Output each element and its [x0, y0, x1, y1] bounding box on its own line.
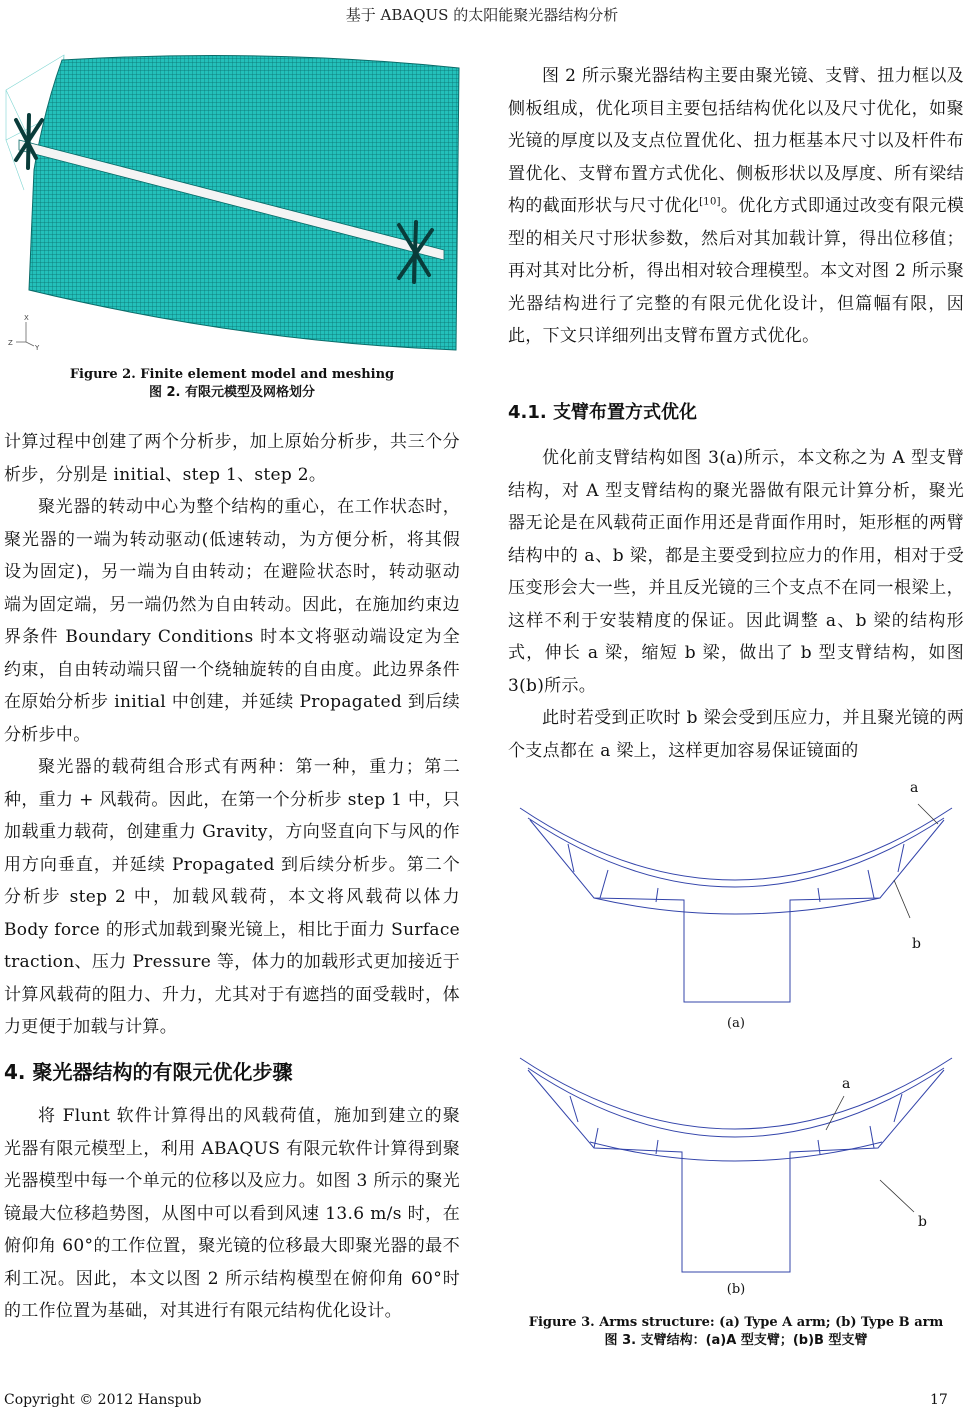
- section-4-1: [508, 398, 964, 424]
- footer-page-number: 17: [930, 1392, 948, 1408]
- figure-2-caption-en: Figure 2. Finite element model and meshing: [69, 367, 395, 382]
- label-b: b: [918, 1214, 927, 1230]
- running-header: 基于 ABAQUS 的太阳能聚光器结构分析: [345, 6, 619, 24]
- section-4-body: [4, 1100, 460, 1328]
- axis-y-label: Y: [35, 344, 40, 352]
- figure-2-caption-zh: 图 2. 有限元模型及网格划分: [148, 385, 316, 400]
- section-4: [4, 1056, 460, 1085]
- figure-3a-diagram: [508, 780, 964, 1020]
- intro-text-a: 图 2 所示聚光器结构主要由聚光镜、支臂、扭力框以及侧板组成，优化项目主要包括结构优化以及尺寸优化，如聚光镜的厚度以及支点位置优化、扭力框基本尺寸以及杆件布置优化、支臂布置方式优化、侧板形状以及厚度、所有梁结构的截面形状与尺寸优化: [508, 66, 964, 216]
- figure-3-caption-en: Figure 3. Arms structure: (a) Type A arm; (b) Type B arm: [528, 1315, 944, 1330]
- section-4-1-body: [508, 442, 964, 767]
- figure-2-mesh-image: [4, 50, 460, 360]
- paragraph: 聚光器的载荷组合形式有两种：第一种，重力；第二种，重力 + 风载荷。因此，在第一个分析步 step 1 中，只加载重力载荷，创建重力 Gravity，方向竖直向下与风的作用方向垂直，并延续 Propagated 到后续分析步。第二个分析步 step 2 中，加载风载荷，本文将风载荷以体力 Body force 的形式加载到聚光镜上，相比于面力 Surface traction、压力 Pressure 等，体力的加载形式更加接近于计算风载荷的阻力、升力，尤其对于有遮挡的面受载时，体力更便于加载与计算。: [4, 757, 460, 1037]
- intro-text-b: 。优化方式即通过改变有限元模型的相关尺寸形状参数，然后对其加载计算，得出位移值；再对其对比分析，得出相对较合理模型。本文对图 2 所示聚光器结构进行了完整的有限元优化设计，但篇幅有限，因此，下文只详细列出支臂布置方式优化。: [508, 196, 964, 346]
- paragraph: 将 Flunt 软件计算得出的风载荷值，施加到建立的聚光器有限元模型上，利用 ABAQUS 有限元软件计算得到聚光器模型中每一个单元的位移以及应力。如图 3 所示的聚光镜最大位移趋势图，从图中可以看到风速 13.6 m/s 时，在俯仰角 60°的工作位置，聚光镜的位移最大即聚光器的最不利工况。因此，本文以图 2 所示结构模型在俯仰角 60°时的工作位置为基础，对其进行有限元结构优化设计。: [4, 1106, 460, 1321]
- axis-z-label: Z: [8, 339, 13, 347]
- left-column: [4, 426, 460, 1044]
- fe-mesh-illustration: [4, 50, 460, 360]
- right-column: [508, 60, 964, 353]
- paragraph: 优化前支臂结构如图 3(a)所示，本文称之为 A 型支臂结构，对 A 型支臂结构的聚光器做有限元计算分析，聚光器无论是在风载荷正面作用还是背面作用时，矩形框的两臂结构中的 a、b 梁，都是主要受到拉应力的作用，相对于受压变形会大一些，并且反光镜的三个支点不在同一根梁上，这样不利于安装精度的保证。因此调整 a、b 梁的结构形式，伸长 a 梁，缩短 b 梁，做出了 b 型支臂结构，如图 3(b)所示。: [508, 448, 964, 696]
- figure-2-caption: [4, 366, 460, 402]
- section-4-1-heading: 4.1. 支臂布置方式优化: [508, 402, 697, 423]
- paragraph: 此时若受到正吹时 b 梁会受到压应力，并且聚光镜的两个支点都在 a 梁上，这样更加容易保证镜面的: [508, 708, 964, 761]
- paragraph: [508, 60, 964, 353]
- paragraph: 计算过程中创建了两个分析步，加上原始分析步，共三个分析步，分别是 initial、step 1、step 2。: [4, 432, 460, 485]
- figure-3-caption-zh: 图 3. 支臂结构：(a)A 型支臂；(b)B 型支臂: [604, 1333, 868, 1348]
- label-b: b: [912, 936, 921, 952]
- figure-3b-diagram: [508, 1050, 964, 1282]
- type-b-arm-svg: [508, 1050, 964, 1282]
- figure-3a-label: (a): [727, 1016, 745, 1031]
- figure-3b-label: (b): [726, 1282, 746, 1297]
- axis-x-label: X: [24, 314, 29, 322]
- type-a-arm-svg: [508, 780, 964, 1020]
- citation[interactable]: [10]: [699, 196, 721, 208]
- figure-3-caption: [508, 1314, 964, 1350]
- section-4-heading: 4. 聚光器结构的有限元优化步骤: [4, 1060, 293, 1084]
- label-a: a: [910, 780, 919, 796]
- paragraph: 聚光器的转动中心为整个结构的重心，在工作状态时，聚光器的一端为转动驱动(低速转动，为方便分析，将其假设为固定)，另一端为自由转动；在避险状态时，转动驱动端为固定端，另一端仍然为自由转动。因此，在施加约束边界条件 Boundary Conditions 时本文将驱动端设定为全约束，自由转动端只留一个绕轴旋转的自由度。此边界条件在原始分析步 initial 中创建，并延续 Propagated 到后续分析步中。: [4, 497, 460, 745]
- label-a: a: [842, 1076, 851, 1092]
- footer-copyright: Copyright © 2012 Hanspub: [4, 1392, 202, 1408]
